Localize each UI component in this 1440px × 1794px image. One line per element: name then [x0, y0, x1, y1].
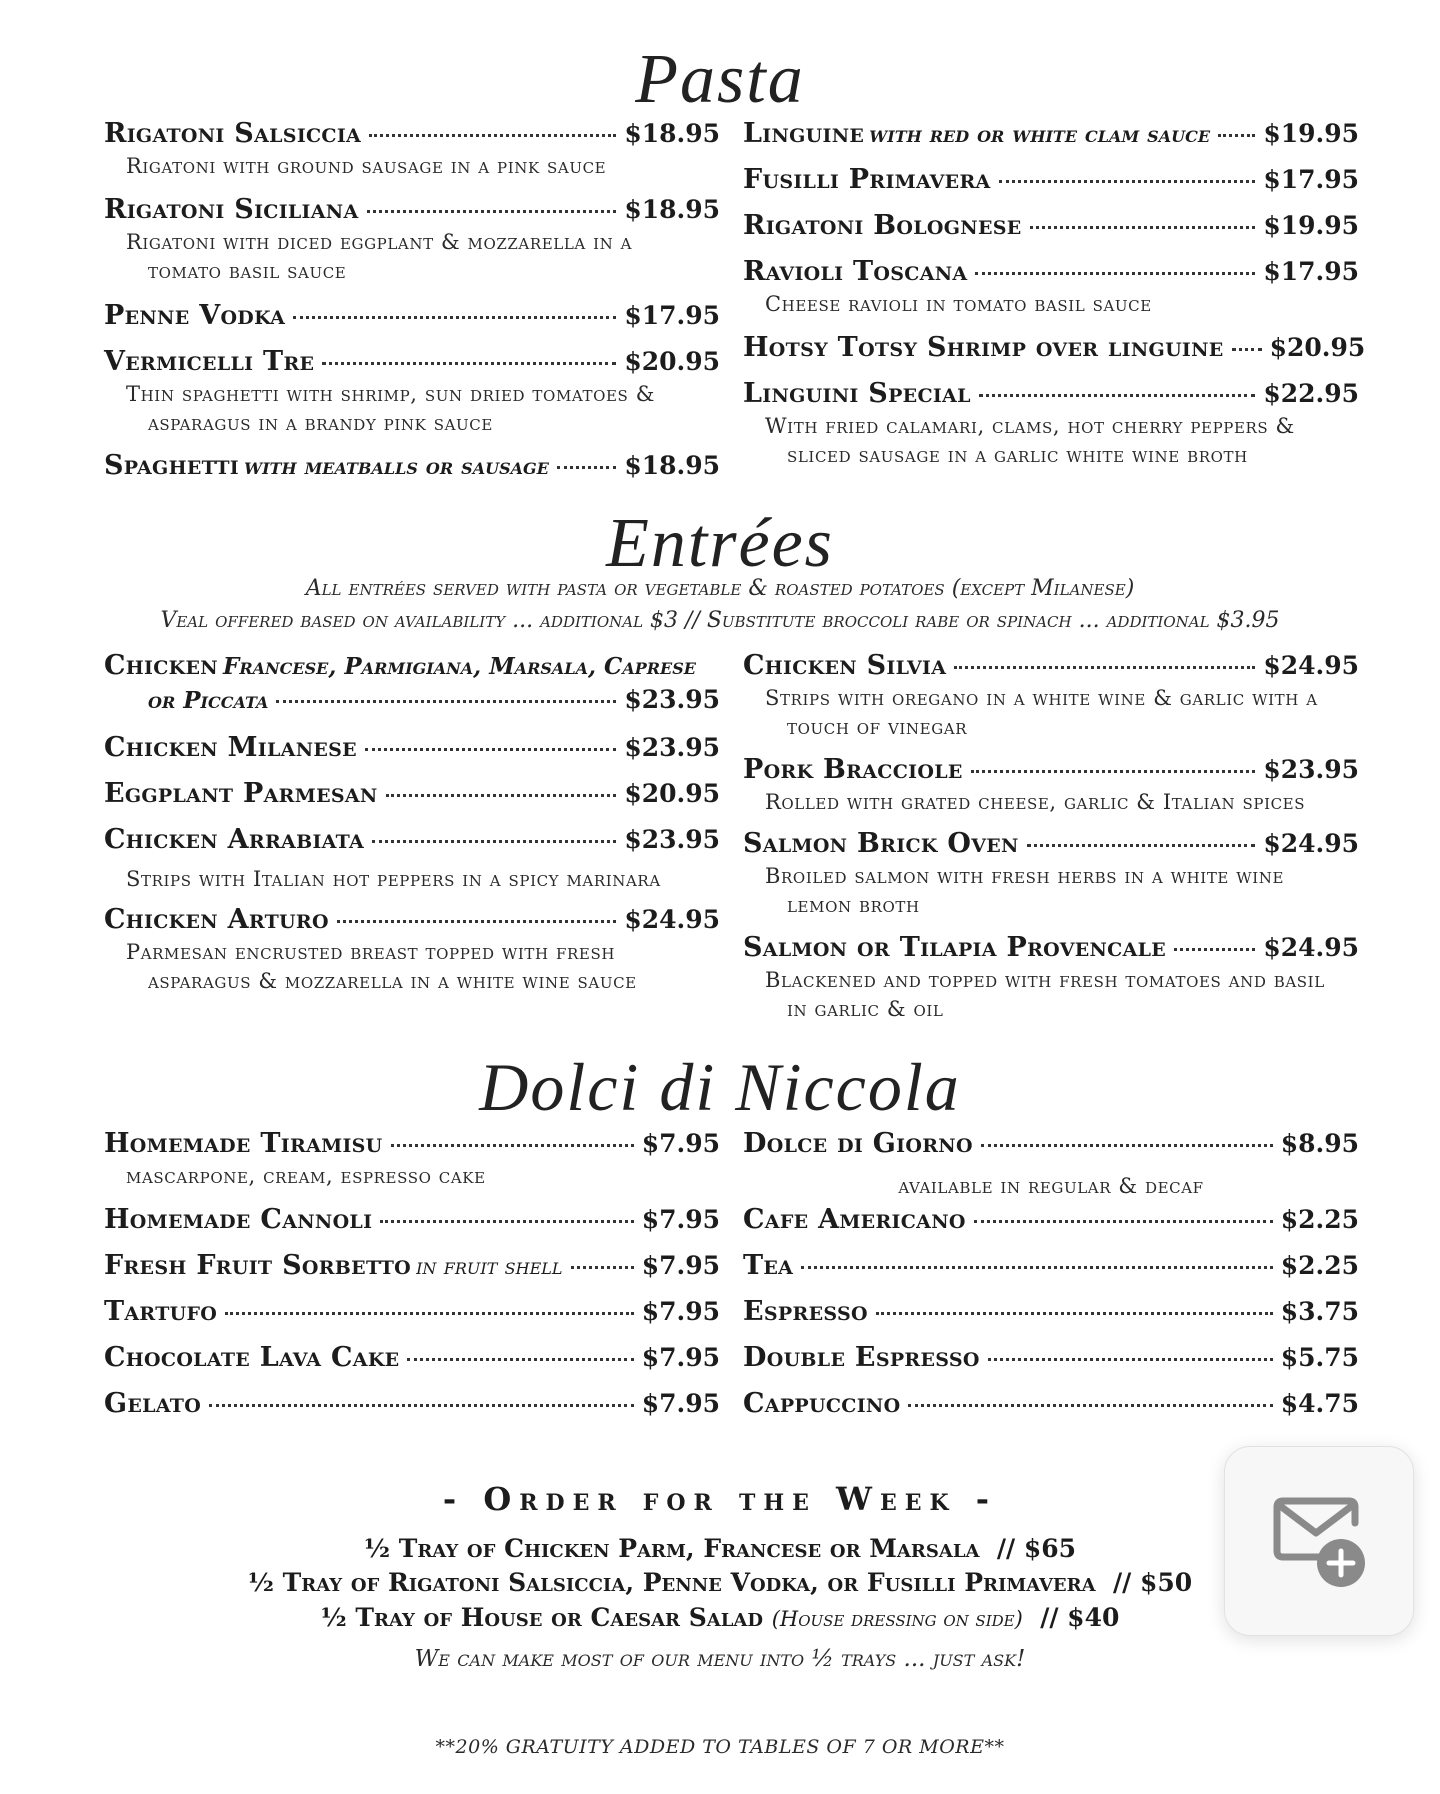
item-desc: Rolled with grated cheese, garlic & Italian spices	[765, 790, 1306, 814]
menu-item	[743, 378, 1359, 470]
item-modifier: Francese, Parmigiana, Marsala, Caprese	[223, 653, 697, 680]
menu-item	[743, 650, 1359, 742]
menu-item	[743, 1250, 1359, 1281]
item-price: $24.95	[624, 905, 720, 934]
item-name: Chicken Silvia	[743, 650, 947, 681]
entree-note-2: Veal offered based on availability ... additional $3 // Substitute broccoli rabe or spinach ... additional $3.95	[160, 608, 1280, 633]
item-desc: Thin spaghetti with shrimp, sun dried tomatoes & asparagus in a brandy pink sauce	[126, 382, 656, 435]
item-price: $7.95	[641, 1129, 720, 1158]
item-price: $8.95	[1280, 1129, 1359, 1158]
menu-item	[104, 1388, 720, 1419]
item-desc: mascarpone, cream, espresso cake	[126, 1164, 486, 1188]
item-price: $19.95	[1263, 119, 1359, 148]
item-name: Hotsy Totsy Shrimp over linguine	[743, 332, 1224, 363]
item-name: Cappuccino	[743, 1388, 901, 1419]
menu-item	[743, 1204, 1359, 1235]
item-name: Rigatoni Bolognese	[743, 210, 1022, 241]
menu-item	[104, 300, 720, 331]
item-name: Vermicelli Tre	[104, 346, 315, 377]
item-price: $7.95	[641, 1389, 720, 1418]
item-name: Chicken Milanese	[104, 732, 357, 763]
item-name: Fresh Fruit Sorbetto	[104, 1250, 411, 1281]
item-name: Chicken	[104, 650, 218, 681]
item-price: $2.25	[1280, 1205, 1359, 1234]
item-desc: Strips with oregano in a white wine & garlic with a touch of vinegar	[765, 686, 1318, 739]
menu-item	[743, 754, 1359, 817]
item-name: Penne Vodka	[104, 300, 286, 331]
item-price: $17.95	[1263, 165, 1359, 194]
item-price: $2.25	[1280, 1251, 1359, 1280]
item-price: $17.95	[1263, 257, 1359, 286]
add-to-mail-button[interactable]	[1224, 1446, 1414, 1636]
item-name: Linguine	[743, 118, 865, 149]
item-name: Cafe Americano	[743, 1204, 966, 1235]
item-price: $20.95	[624, 779, 720, 808]
menu-item	[743, 828, 1359, 920]
item-name: Rigatoni Siciliana	[104, 194, 359, 225]
order-line: ½ Tray of Rigatoni Salsiccia, Penne Vodka, or Fusilli Primavera // $50	[247, 1568, 1193, 1597]
item-price: $20.95	[624, 347, 720, 376]
item-desc: Blackened and topped with fresh tomatoes and basil in garlic & oil	[765, 968, 1325, 1021]
item-name: Salmon Brick Oven	[743, 828, 1019, 859]
item-price: $24.95	[1263, 829, 1359, 858]
menu-item	[743, 1296, 1359, 1327]
item-name: Homemade Cannoli	[104, 1204, 373, 1235]
item-price: $18.95	[624, 195, 720, 224]
section-title-entrees: Entrées	[606, 505, 834, 582]
item-name: Double Espresso	[743, 1342, 980, 1373]
gratuity-note: **20% GRATUITY ADDED TO TABLES OF 7 OR MORE**	[435, 1736, 1005, 1758]
menu-item	[104, 904, 720, 996]
menu-item	[104, 1342, 720, 1373]
item-desc: Rigatoni with diced eggplant & mozzarella in a tomato basil sauce	[126, 230, 633, 283]
menu-item	[104, 450, 720, 481]
menu-item	[104, 778, 720, 809]
item-name: Espresso	[743, 1296, 868, 1327]
item-price: $4.75	[1280, 1389, 1359, 1418]
section-title-dolci: Dolci di Niccola	[479, 1049, 961, 1125]
item-name: Homemade Tiramisu	[104, 1128, 383, 1159]
item-price: $20.95	[1269, 333, 1366, 362]
menu-item	[104, 346, 720, 438]
item-name: Eggplant Parmesan	[104, 778, 378, 809]
menu-item	[104, 1250, 720, 1281]
item-price: $17.95	[624, 301, 720, 330]
item-name: Tartufo	[104, 1296, 218, 1327]
entree-note-1: All entrées served with pasta or vegetable & roasted potatoes (except Milanese)	[305, 576, 1135, 601]
menu-item	[743, 118, 1359, 149]
order-line: ½ Tray of House or Caesar Salad (House dressing on side) // $40	[320, 1603, 1120, 1632]
item-price: $3.75	[1280, 1297, 1359, 1326]
menu-item	[743, 332, 1366, 363]
item-name: Tea	[743, 1250, 794, 1281]
item-name: Chocolate Lava Cake	[104, 1342, 400, 1373]
menu-item	[743, 1388, 1359, 1419]
menu-item	[104, 824, 720, 894]
menu-item	[743, 256, 1359, 319]
half-tray-note: We can make most of our menu into ½ trays ... just ask!	[414, 1646, 1026, 1672]
menu-item	[743, 1128, 1359, 1159]
decaf-note: available in regular & decaf	[898, 1174, 1204, 1198]
menu-item	[104, 1204, 720, 1235]
item-price: $7.95	[641, 1343, 720, 1372]
item-price: $22.95	[1263, 379, 1359, 408]
item-price: $19.95	[1263, 211, 1359, 240]
item-price: $23.95	[624, 825, 720, 854]
item-name: Pork Bracciole	[743, 754, 963, 785]
item-name: Chicken Arrabiata	[104, 824, 365, 855]
item-price: $24.95	[1263, 651, 1359, 680]
item-desc: With fried calamari, clams, hot cherry peppers & sliced sausage in a garlic white wine broth	[765, 414, 1295, 467]
menu-item	[104, 118, 720, 181]
section-title-pasta: Pasta	[635, 41, 805, 118]
item-price: $18.95	[624, 451, 720, 480]
item-price: $7.95	[641, 1251, 720, 1280]
item-price: $23.95	[624, 685, 720, 714]
menu-item	[743, 210, 1359, 241]
item-name: Dolce di Giorno	[743, 1128, 973, 1159]
item-modifier: in fruit shell	[416, 1254, 563, 1280]
item-name: Linguini Special	[743, 378, 971, 409]
item-price: $23.95	[624, 733, 720, 762]
item-price: $23.95	[1263, 755, 1359, 784]
item-modifier: or Piccata	[148, 687, 269, 714]
menu-item	[743, 932, 1359, 1024]
order-line: ½ Tray of Chicken Parm, Francese or Marsala // $65	[363, 1534, 1077, 1563]
item-name: Fusilli Primavera	[743, 164, 991, 195]
item-desc: Cheese ravioli in tomato basil sauce	[765, 292, 1152, 316]
item-name: Gelato	[104, 1388, 202, 1419]
item-desc: Broiled salmon with fresh herbs in a white wine lemon broth	[765, 864, 1285, 917]
item-name: Ravioli Toscana	[743, 256, 968, 287]
menu-item	[104, 732, 720, 763]
item-desc: Parmesan encrusted breast topped with fresh asparagus & mozzarella in a white wine sauce	[126, 940, 637, 993]
menu-item	[743, 1342, 1359, 1373]
item-price: $5.75	[1280, 1343, 1359, 1372]
item-price: $24.95	[1263, 933, 1359, 962]
mail-add-icon	[1225, 1447, 1413, 1635]
order-week-title: - Order for the Week -	[442, 1480, 998, 1518]
item-modifier: with meatballs or sausage	[244, 453, 549, 480]
menu-item	[104, 1296, 720, 1327]
item-price: $7.95	[641, 1297, 720, 1326]
item-name: Rigatoni Salsiccia	[104, 118, 362, 149]
item-desc: Strips with Italian hot peppers in a spicy marinara	[126, 867, 661, 891]
item-name: Spaghetti	[104, 450, 239, 481]
item-desc: Rigatoni with ground sausage in a pink sauce	[126, 154, 607, 178]
item-modifier: with red or white clam sauce	[869, 121, 1211, 148]
item-price: $18.95	[624, 119, 720, 148]
menu-item	[104, 650, 720, 714]
menu-item	[104, 194, 720, 286]
menu-item	[743, 164, 1359, 195]
item-name: Chicken Arturo	[104, 904, 329, 935]
item-name: Salmon or Tilapia Provencale	[743, 932, 1167, 963]
item-price: $7.95	[641, 1205, 720, 1234]
menu-item	[104, 1128, 720, 1191]
